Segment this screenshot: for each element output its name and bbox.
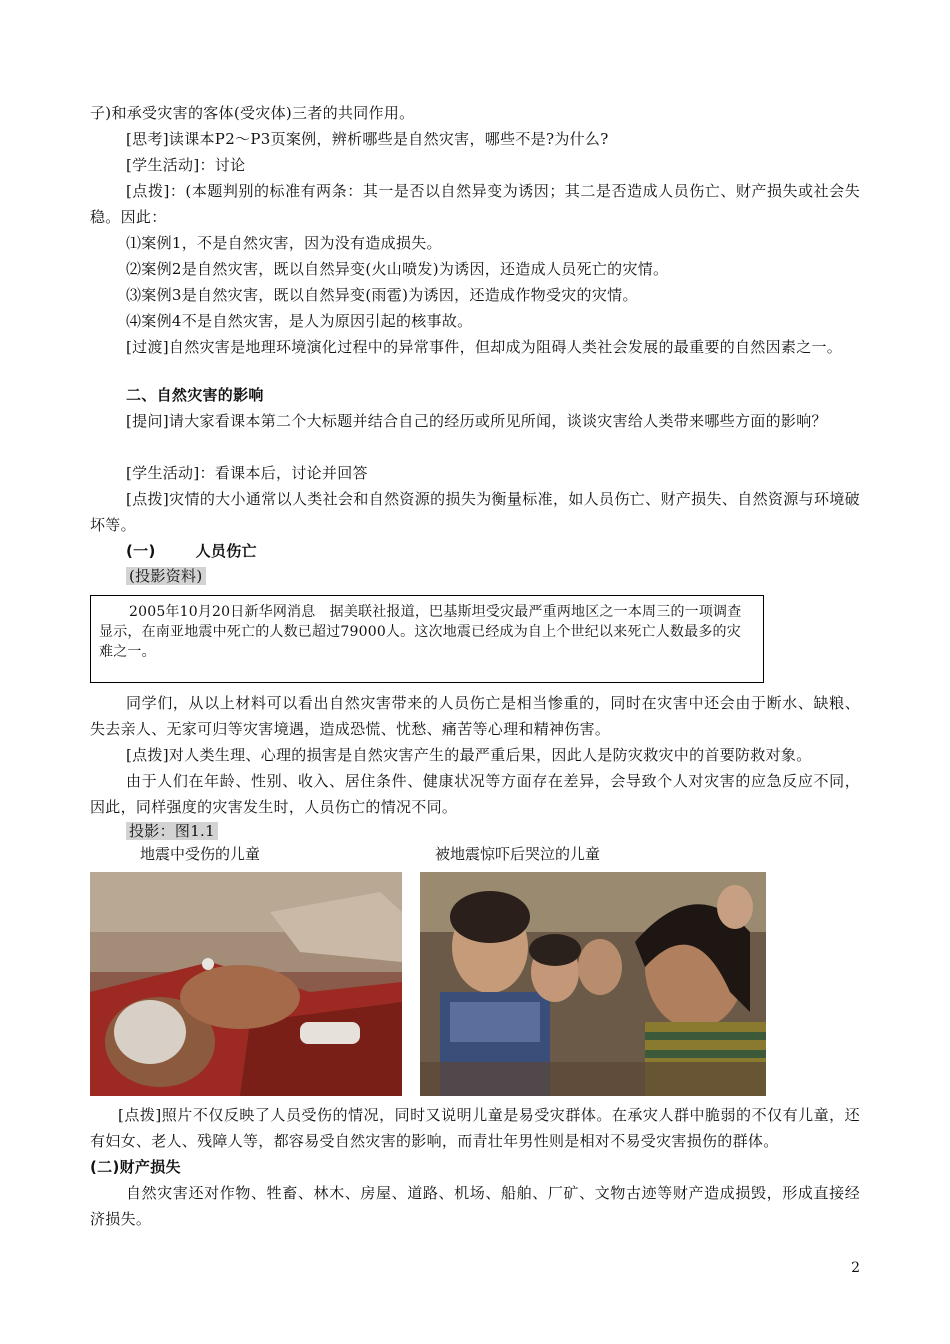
paragraph-hint: [点拨]对人类生理、心理的损害是自然灾害产生的最严重后果，因此人是防灾救灾中的首要防救对象。	[126, 746, 812, 764]
paragraph: 子)和承受灾害的客体(受灾体)三者的共同作用。	[90, 104, 415, 122]
projection-tag: 投影：图1.1	[126, 822, 218, 840]
section-heading: 二、自然灾害的影响	[126, 386, 264, 404]
photo-caption-left: 地震中受伤的儿童	[140, 845, 261, 863]
paragraph-activity: [学生活动]：看课本后，讨论并回答	[126, 464, 368, 482]
paragraph-think: [思考]读课本P2～P3页案例，辨析哪些是自然灾害，哪些不是?为什么?	[126, 130, 609, 148]
paragraph-transition: [过渡]自然灾害是地理环境演化过程中的异常事件，但却成为阻碍人类社会发展的最重要的自然因素之一。	[126, 338, 843, 356]
paragraph: 自然灾害还对作物、牲畜、林木、房屋、道路、机场、船舶、厂矿、文物古迹等财产造成损毁，形成直接经济损失。	[90, 1184, 860, 1228]
subsection-heading: (二)财产损失	[90, 1158, 181, 1176]
subsection-number: (一)	[126, 542, 156, 560]
paragraph-hint: [点拨]照片不仅反映了人员受伤的情况，同时又说明儿童是易受灾群体。在承灾人群中脆弱的不仅有儿童，还有妇女、老人、残障人等，都容易受自然灾害的影响，而青壮年男性则是相对不易受灾害损伤的群体。	[90, 1106, 860, 1150]
paragraph-activity: [学生活动]：讨论	[126, 156, 246, 174]
paragraph: 由于人们在年龄、性别、收入、居住条件、健康状况等方面存在差异，会导致个人对灾害的应急反应不同，因此，同样强度的灾害发生时，人员伤亡的情况不同。	[90, 772, 860, 816]
paragraph-hint: [点拨]灾情的大小通常以人类社会和自然资源的损失为衡量标准，如人员伤亡、财产损失、自然资源与环境破坏等。	[90, 490, 860, 534]
case-item: ⑴案例1，不是自然灾害，因为没有造成损失。	[126, 234, 442, 252]
paragraph: 同学们，从以上材料可以看出自然灾害带来的人员伤亡是相当惨重的，同时在灾害中还会由于断水、缺粮、失去亲人、无家可归等灾害境遇，造成恐慌、忧愁、痛苦等心理和精神伤害。	[90, 694, 860, 738]
photo-injured-child	[90, 872, 402, 1096]
photo-caption-right: 被地震惊吓后哭泣的儿童	[435, 845, 601, 863]
case-item: ⑵案例2是自然灾害，既以自然异变(火山喷发)为诱因，还造成人员死亡的灾情。	[126, 260, 669, 278]
news-box	[90, 595, 764, 683]
projection-tag-row	[90, 563, 860, 589]
news-text: 2005年10月20日新华网消息 据美联社报道，巴基斯坦受灾最严重两地区之一本周三的一项调查显示，在南亚地震中死亡的人数已超过79000人。这次地震已经成为自上个世纪以来死亡人数最多的灾难之一。	[99, 604, 742, 660]
projection-tag-row	[90, 818, 860, 844]
case-item: ⑷案例4不是自然灾害，是人为原因引起的核事故。	[126, 312, 473, 330]
photo-crying-children	[420, 872, 766, 1096]
subsection-title: 人员伤亡	[195, 542, 257, 560]
case-item: ⑶案例3是自然灾害，既以自然异变(雨雹)为诱因，还造成作物受灾的灾情。	[126, 286, 638, 304]
subsection-heading	[90, 538, 860, 564]
paragraph-question: [提问]请大家看课本第二个大标题并结合自己的经历或所见所闻，谈谈灾害给人类带来哪些方面的影响？	[126, 412, 827, 430]
paragraph-hint: [点拨]：(本题判别的标准有两条：其一是否以自然异变为诱因；其二是否造成人员伤亡、财产损失或社会失稳。因此：	[90, 182, 860, 226]
projection-tag: (投影资料)	[126, 567, 206, 585]
page-number: 2	[851, 1260, 860, 1276]
